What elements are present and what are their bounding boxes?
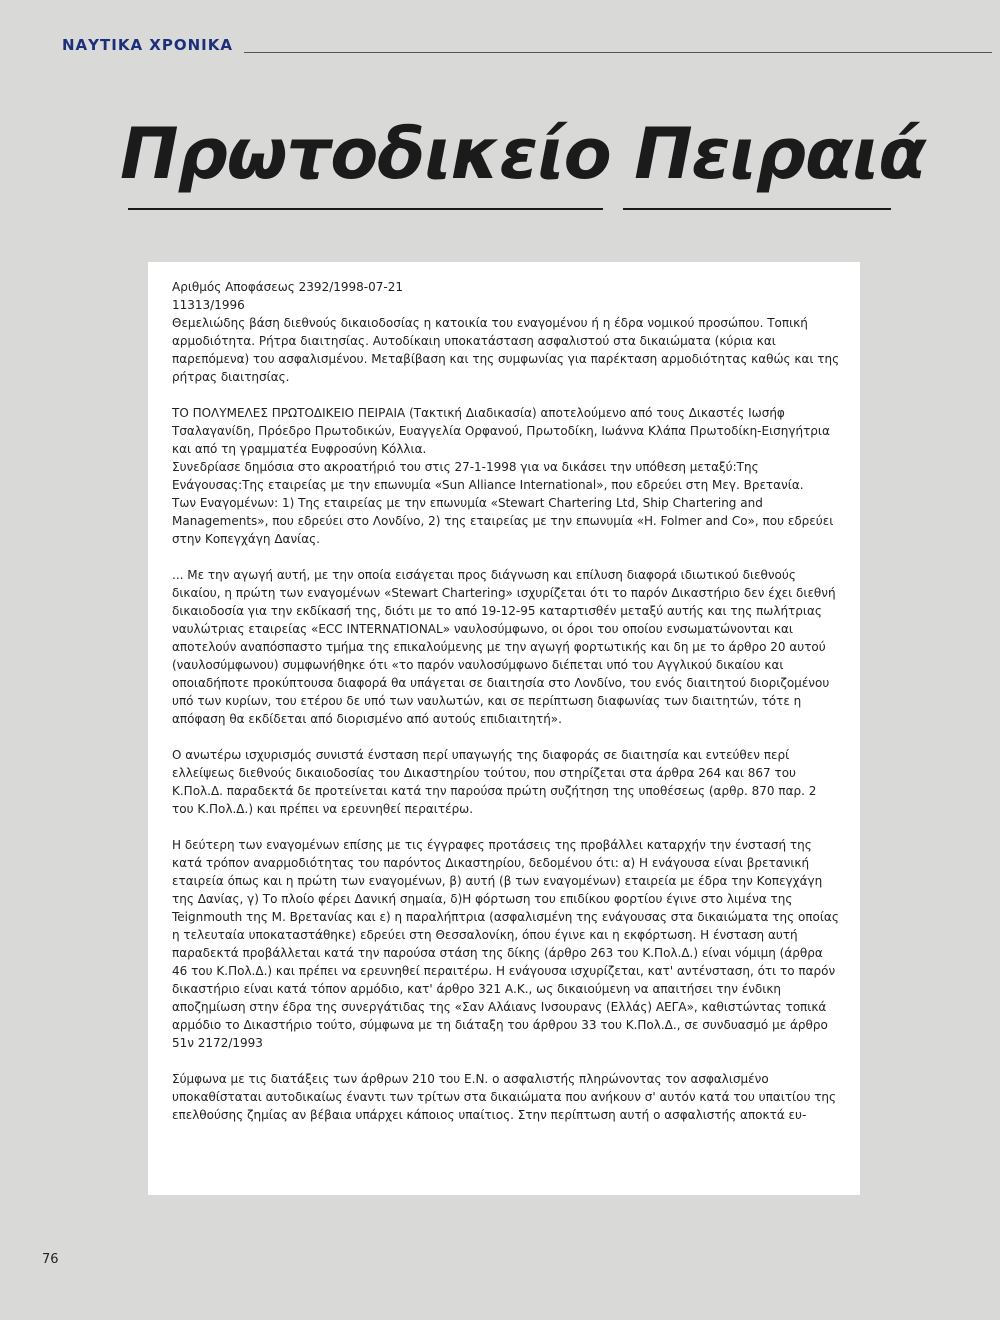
- hearing-details: Συνεδρίασε δημόσια στο ακροατήριό του στις 27-1-1998 για να δικάσει την υπόθεση μεταξύ:Της Ενάγουσας:Της εταιρείας με την επωνυμία «Sun Alliance International», που εδρεύει στη Μεγ. Βρετανία.: [172, 460, 804, 492]
- title-underline-left: [128, 208, 603, 210]
- court-composition: ΤΟ ΠΟΛΥΜΕΛΕΣ ΠΡΩΤΟΔΙΚΕΙΟ ΠΕΙΡΑΙΑ (Τακτική Διαδικασία) αποτελούμενο από τους Δικαστές Ιωσήφ Τσαλαγανίδη, Πρόεδρο Πρωτοδικών, Ευαγγελία Ορφανού, Πρωτοδίκη, Ιωάννα Κλάπα Πρωτοδίκη-Εισηγήτρια και από τη γραμματέα Ευφροσύνη Κόλλια.: [172, 406, 830, 456]
- case-number: 11313/1996: [172, 298, 245, 312]
- article-title: Πρωτοδικείο Πειραιά: [120, 113, 926, 195]
- title-underline-right: [623, 208, 891, 210]
- magazine-name: ΝΑΥΤΙΚΑ ΧΡΟΝΙΚΑ: [62, 36, 233, 54]
- body-paragraph-2: Ο ανωτέρω ισχυρισμός συνιστά ένσταση περί υπαγωγής της διαφοράς σε διαιτησία και εντεύθεν περί ελλείψεως διεθνούς δικαιοδοσίας του Δικαστηρίου τούτου, που στηρίζεται στα άρθρα 264 και 867 του Κ.Πολ.Δ. παραδεκτά δε προτείνεται κατά την παρούσα πρώτη συζήτηση της υποθέσεως (αρθρ. 870 παρ. 2 του Κ.Πολ.Δ.) και πρέπει να ερευνηθεί περαιτέρω.: [172, 748, 817, 816]
- page-number: 76: [42, 1252, 59, 1267]
- body-paragraph-1: ... Με την αγωγή αυτή, με την οποία εισάγεται προς διάγνωση και επίλυση διαφορά ιδιωτικού διεθνούς δικαίου, η πρώτη των εναγομένων «Stewart Chartering» ισχυρίζεται ότι το παρόν Δικαστήριο δεν έχει διεθνή δικαιοδοσία για την εκδίκασή της, διότι με το από 19-12-95 καταρτισθέν μεταξύ αυτής και της πωλήτριας ναυλώτριας εταιρείας «ECC INTERNATIONAL» ναυλοσύμφωνο, οι όροι του οποίου ενσωματώνονται και αποτελούν αναπόσπαστο τμήμα της επικαλούμενης με την αγωγή φορτωτικής και δη με το άρθρο 20 αυτού (ναυλοσύμφωνου) συμφωνήθηκε ότι «το παρόν ναυλοσύμφωνο διέπεται υπό του Αγγλικού δικαίου και οποιαδήποτε προκύπτουσα διαφορά θα υπάγεται σε διαιτησία στο Λονδίνο, του ενός διαιτητού διοριζομένου υπό των κυρίων, του ετέρου δε υπό των ναυλωτών, και σε περίπτωση διαφωνίας των διαιτητών, τότε η απόφαση θα εκδίδεται από διορισμένο από αυτούς επιδιαιτητή».: [172, 568, 836, 726]
- body-paragraph-3: Η δεύτερη των εναγομένων επίσης με τις έγγραφες προτάσεις της προβάλλει καταρχήν την ένστασή της κατά τρόπον αναρμοδιότητας του παρόντος Δικαστηρίου, δεδομένου ότι: α) Η ενάγουσα είναι βρετανική εταιρεία όπως και η πρώτη των εναγομένων, β) αυτή (β των εναγομένων) εταιρεία με έδρα την Κοπεγχάγη της Δανίας, γ) Το πλοίο φέρει Δανική σημαία, δ)Η φόρτωση του επιδίκου φορτίου έγινε στο λιμένα της Teignmouth της Μ. Βρετανίας και ε) η παραλήπτρια (ασφαλισμένη της ενάγουσας στα δικαιώματα της οποίας η τελευταία υποκαταστάθηκε) εδρεύει στη Θεσσαλονίκη, όπου έγινε και η εκφόρτωση. Η ένσταση αυτή παραδεκτά προβάλλεται κατά την παρούσα στάση της δίκης (άρθρο 263 του Κ.Πολ.Δ.) είναι νόμιμη (άρθρα 46 του Κ.Πολ.Δ.) και πρέπει να ερευνηθεί περαιτέρω. Η ενάγουσα ισχυρίζεται, κατ' αντένσταση, ότι το παρόν δικαστήριο είναι κατά τόπον αρμόδιο, κατ' άρθρο 321 Α.Κ., ως δικαιούμενη να απαιτήσει την ένδικη αποζημίωση στην έδρα της συνεργάτιδας της «Σαν Αλάιανς Ινσουρανς (Ελλάς) ΑΕΓΑ», καθιστώντας τοπικά αρμόδιο το Δικαστήριο τούτο, σύμφωνα με τη διάταξη του άρθρου 33 του Κ.Πολ.Δ., σε συνδυασμό με άρθρο 51ν 2172/1993: [172, 838, 839, 1050]
- body-paragraph-4: Σύμφωνα με τις διατάξεις των άρθρων 210 του Ε.Ν. ο ασφαλιστής πληρώνοντας τον ασφαλισμένο υποκαθίσταται αυτοδικαίως έναντι των τρίτων στα δικαιώματα που ανήκουν σ' αυτόν κατά του υπαιτίου της επελθούσης ζημίας αν βέβαια υπάρχει κάποιος υπαίτιος. Στην περίπτωση αυτή ο ασφαλιστής αποκτά ευ-: [172, 1072, 837, 1122]
- header-rule: [244, 52, 992, 53]
- running-header: [62, 36, 992, 60]
- decision-summary: Θεμελιώδης βάση διεθνούς δικαιοδοσίας η κατοικία του εναγομένου ή η έδρα νομικού προσώπου. Τοπική αρμοδιότητα. Ρήτρα διαιτησίας. Αυτοδίκαιη υποκατάσταση ασφαλιστού στα δικαιώματα (κύρια και παρεπόμενα) του ασφαλισμένου. Μεταβίβαση και της συμφωνίας για παρέκταση αρμοδιότητας καθώς και της ρήτρας διαιτησίας.: [172, 316, 840, 384]
- title-block: [120, 112, 926, 222]
- article-panel: [148, 262, 860, 1195]
- defendants: Των Εναγομένων: 1) Της εταιρείας με την επωνυμία «Stewart Chartering Ltd, Ship Chartering and Managements», που εδρεύει στο Λονδίνο, 2) της εταιρείας με την επωνυμία «H. Folmer and Co», που εδρεύει στην Κοπεγχάγη Δανίας.: [172, 496, 834, 546]
- decision-number: Αριθμός Αποφάσεως 2392/1998-07-21: [172, 280, 403, 294]
